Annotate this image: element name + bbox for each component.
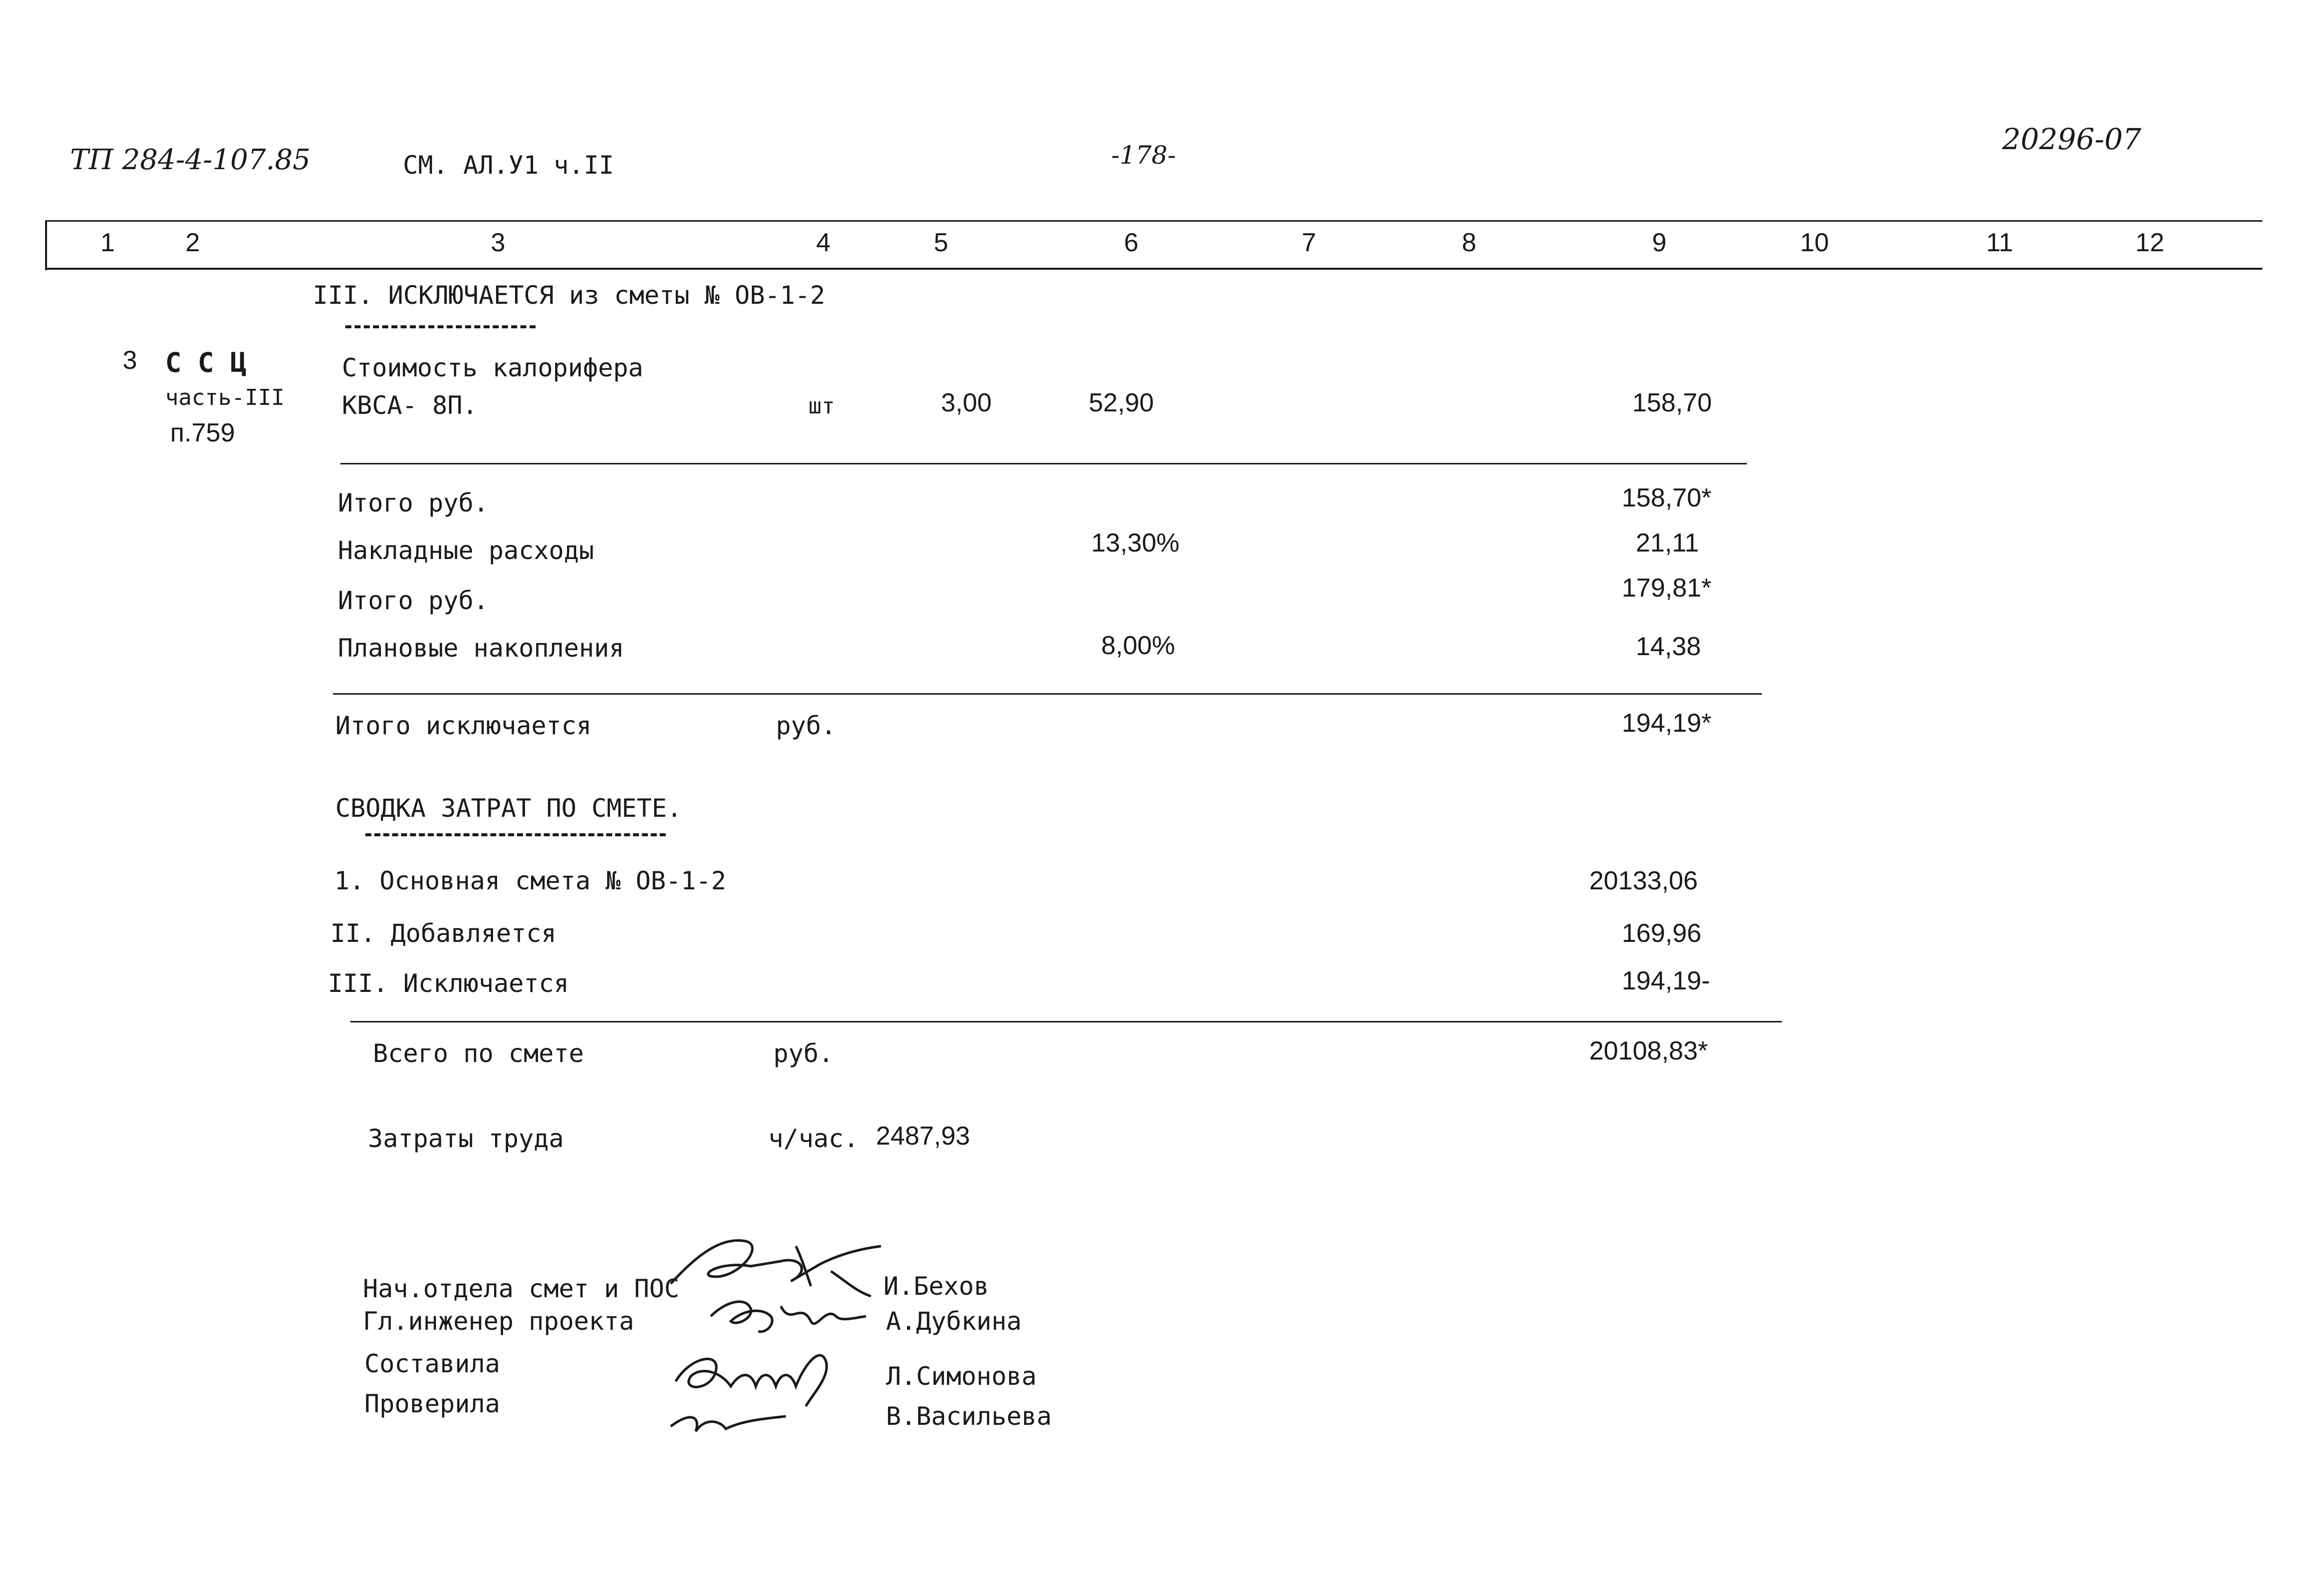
column-header: 6 xyxy=(1124,228,1139,257)
reference-note: СМ. АЛ.У1 ч.II xyxy=(403,151,614,180)
item-name: КВСА- 8П. xyxy=(342,391,478,420)
signatory-name: Л.Симонова xyxy=(886,1362,1037,1391)
row-divider xyxy=(340,463,1747,464)
row-divider xyxy=(333,693,1762,695)
header-bottom-rule xyxy=(45,268,2262,270)
column-header: 9 xyxy=(1652,228,1667,257)
page-number: -178- xyxy=(1111,141,1176,170)
subtotal-label: Итого руб. xyxy=(338,586,489,615)
summary-underline xyxy=(365,833,666,836)
column-header: 8 xyxy=(1462,228,1477,257)
total-label: Итого исключается xyxy=(335,711,592,740)
summary-value: 194,19- xyxy=(1622,966,1710,995)
header-left-tick xyxy=(45,220,47,270)
signatory-name: А.Дубкина xyxy=(886,1307,1022,1336)
row-divider xyxy=(350,1021,1782,1022)
doc-code: ТП 284-4-107.85 xyxy=(70,144,311,176)
subtotal-label: Накладные расходы xyxy=(338,536,594,565)
labor-unit: ч/час. xyxy=(768,1124,859,1153)
subtotal-value: 158,70* xyxy=(1622,483,1712,512)
archive-number: 20296-07 xyxy=(2002,122,2141,156)
total-unit: руб. xyxy=(776,711,836,740)
column-header: 5 xyxy=(934,228,949,257)
item-price: 52,90 xyxy=(1089,388,1154,417)
signatory-name: И.Бехов xyxy=(883,1272,989,1301)
labor-label: Затраты труда xyxy=(368,1124,564,1153)
total-value: 194,19* xyxy=(1622,709,1712,738)
summary-title: СВОДКА ЗАТРАТ ПО СМЕТЕ. xyxy=(335,794,682,823)
column-header: 1 xyxy=(100,228,115,257)
item-number: 3 xyxy=(123,346,137,375)
title-underline xyxy=(345,325,536,328)
signatory-role: Проверила xyxy=(364,1389,500,1418)
item-basis: часть-III xyxy=(165,385,285,410)
summary-label: II. Добавляется xyxy=(330,919,557,948)
signatory-role: Гл.инженер проекта xyxy=(363,1307,634,1336)
column-header: 10 xyxy=(1800,228,1829,257)
subtotal-percent: 13,30% xyxy=(1091,528,1180,558)
signatory-role: Нач.отдела смет и ПОС xyxy=(363,1274,680,1303)
item-name: Стоимость калорифера xyxy=(342,353,644,382)
signatory-role: Составила xyxy=(364,1349,500,1378)
summary-label: 1. Основная смета № ОВ-1-2 xyxy=(334,866,726,895)
item-unit: шт xyxy=(808,393,835,419)
grand-total-unit: руб. xyxy=(773,1039,834,1068)
grand-total-label: Всего по смете xyxy=(373,1039,584,1068)
column-header: 7 xyxy=(1301,228,1316,257)
column-header: 11 xyxy=(1986,228,2013,257)
signature-image xyxy=(706,1286,871,1341)
labor-value: 2487,93 xyxy=(876,1122,970,1151)
section-title: III. ИСКЛЮЧАЕТСЯ из сметы № ОВ-1-2 xyxy=(313,281,825,310)
subtotal-label: Итого руб. xyxy=(338,488,489,517)
column-header: 2 xyxy=(185,228,200,257)
column-header: 3 xyxy=(491,228,506,257)
item-qty: 3,00 xyxy=(941,388,992,417)
item-total: 158,70 xyxy=(1632,388,1712,417)
header-top-rule xyxy=(45,220,2262,222)
subtotal-value: 21,11 xyxy=(1636,528,1699,558)
signatory-name: В.Васильева xyxy=(886,1402,1052,1431)
subtotal-value: 179,81* xyxy=(1622,574,1712,603)
summary-value: 20133,06 xyxy=(1589,866,1698,895)
grand-total-value: 20108,83* xyxy=(1589,1036,1708,1066)
subtotal-label: Плановые накопления xyxy=(338,634,624,663)
summary-value: 169,96 xyxy=(1622,919,1702,948)
item-basis: п.759 xyxy=(170,418,235,447)
column-header: 4 xyxy=(816,228,831,257)
subtotal-percent: 8,00% xyxy=(1101,631,1175,660)
column-header: 12 xyxy=(2135,228,2164,257)
subtotal-value: 14,38 xyxy=(1636,632,1701,661)
summary-label: III. Исключается xyxy=(328,969,569,998)
item-basis: С С Ц xyxy=(165,347,247,378)
signature-image xyxy=(661,1341,851,1441)
